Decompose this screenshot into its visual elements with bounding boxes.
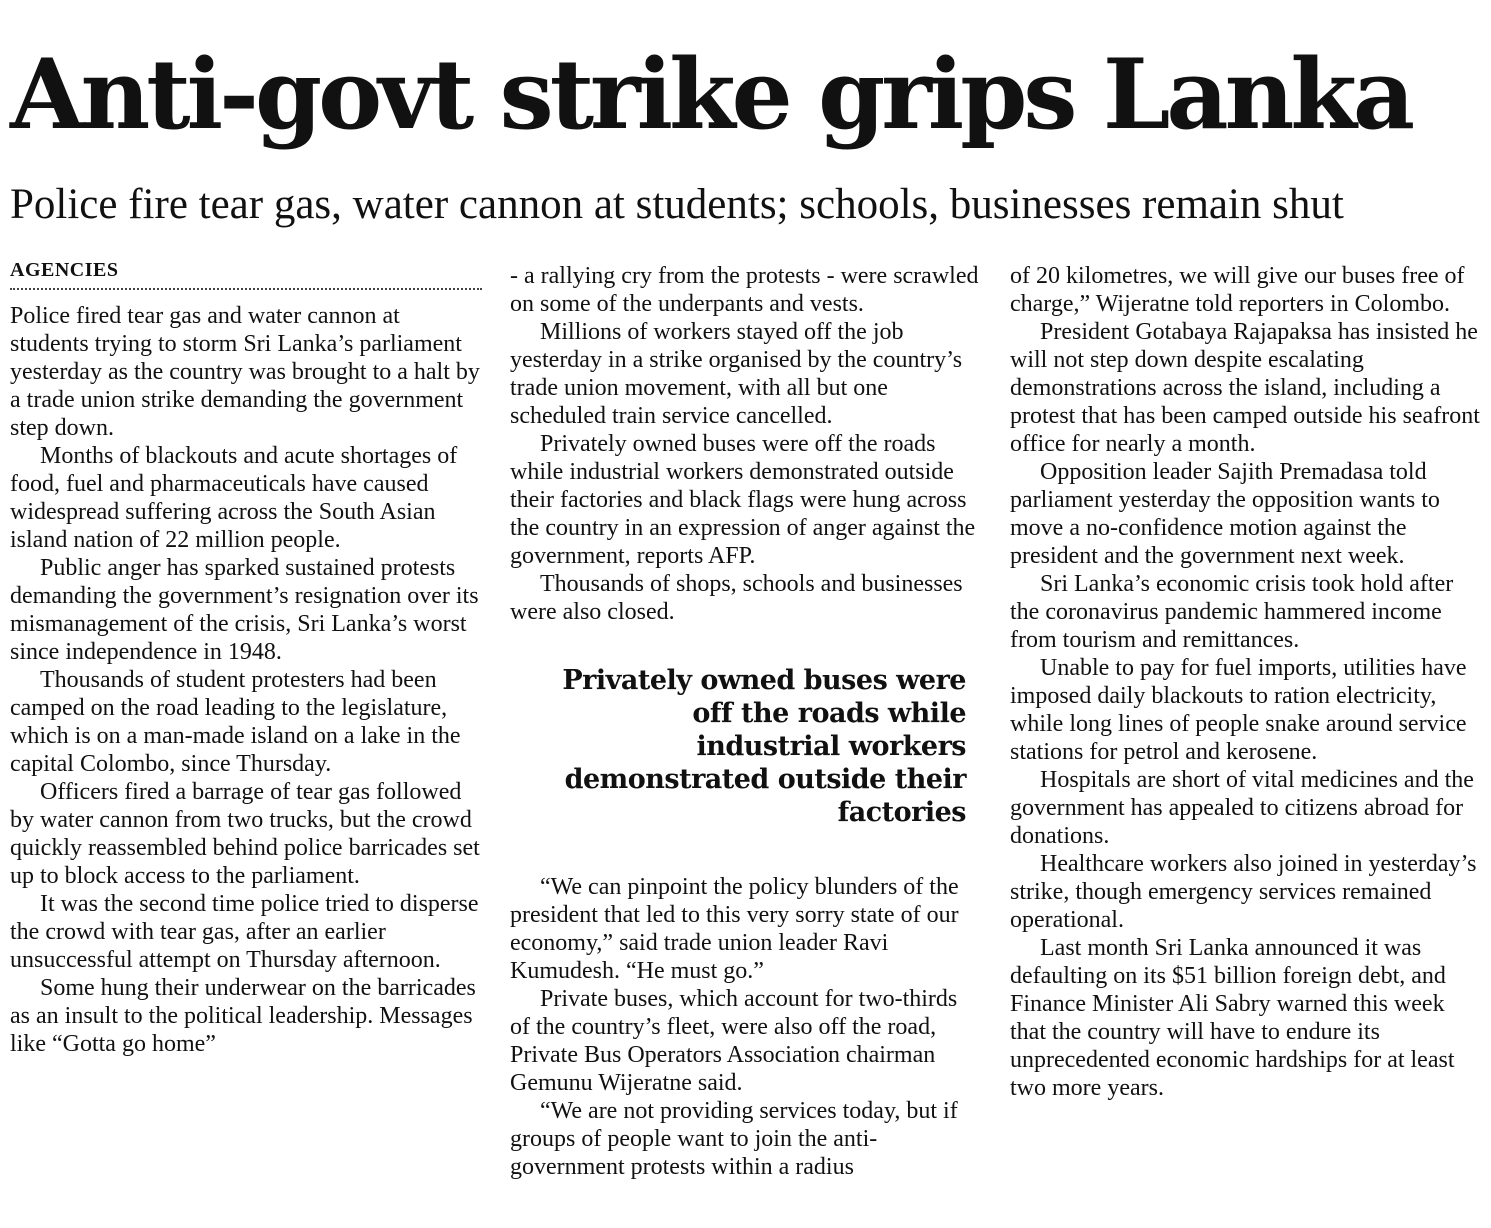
paragraph: “We are not providing services today, but if groups of people want to join the anti-government protests within a radius — [510, 1098, 958, 1180]
paragraph: Unable to pay for fuel imports, utilities have imposed daily blackouts to ration electricity, while long lines of people snake around service stations for petrol and kerosene. — [1010, 655, 1467, 765]
article-column-1 — [10, 260, 482, 1220]
paragraph: Officers fired a barrage of tear gas followed by water cannon from two trucks, but the crowd quickly reassembled behind police barricades set up to block access to the parliament. — [10, 779, 480, 889]
paragraph: Privately owned buses were off the roads while industrial workers demonstrated outside their factories and black flags were hung across the country in an expression of anger against the government, reports AFP. — [510, 431, 976, 569]
paragraph: Some hung their underwear on the barricades as an insult to the political leadership. Messages like “Gotta go home” — [10, 975, 476, 1057]
paragraph: Sri Lanka’s economic crisis took hold after the coronavirus pandemic hammered income from tourism and remittances. — [1010, 571, 1454, 653]
paragraph: Private buses, which account for two-thirds of the country’s fleet, were also off the road, Private Bus Operators Association chairman Gemunu Wijeratne said. — [510, 986, 958, 1096]
paragraph: of 20 kilometres, we will give our buses free of charge,” Wijeratne told reporters in Colombo. — [1010, 263, 1465, 317]
subheadline: Police fire tear gas, water cannon at students; schools, businesses remain shut — [10, 181, 1344, 228]
paragraph: Healthcare workers also joined in yesterday’s strike, though emergency services remained operational. — [1010, 851, 1477, 933]
paragraph: Thousands of student protesters had been camped on the road leading to the legislature, which is on a man-made island on a lake in the capital Colombo, since Thursday. — [10, 667, 461, 777]
paragraph: “We can pinpoint the policy blunders of the president that led to this very sorry state of our economy,” said trade union leader Ravi Kumudesh. “He must go.” — [510, 874, 959, 984]
paragraph: Thousands of shops, schools and businesses were also closed. — [510, 571, 963, 625]
paragraph: President Gotabaya Rajapaksa has insisted he will not step down despite escalating demonstrations across the island, including a protest that has been camped outside his seafront office for nearly a month. — [1010, 319, 1480, 457]
article-column-2 — [510, 262, 982, 1222]
paragraph: It was the second time police tried to disperse the crowd with tear gas, after an earlier unsuccessful attempt on Thursday afternoon. — [10, 891, 479, 973]
paragraph: Millions of workers stayed off the job yesterday in a strike organised by the country’s trade union movement, with all but one scheduled train service cancelled. — [510, 319, 963, 429]
paragraph: Public anger has sparked sustained protests demanding the government’s resignation over its mismanagement of the crisis, Sri Lanka’s worst since independence in 1948. — [10, 555, 479, 665]
pull-quote: Privately owned buses were off the roads while industrial workers demonstrated outside their factories — [562, 665, 966, 828]
paragraph: Hospitals are short of vital medicines and the government has appealed to citizens abroad for donations. — [1010, 767, 1474, 849]
paragraph: Months of blackouts and acute shortages of food, fuel and pharmaceuticals have caused widespread suffering across the South Asian island nation of 22 million people. — [10, 443, 458, 553]
headline: Anti-govt strike grips Lanka — [10, 38, 1412, 151]
paragraph: Opposition leader Sajith Premadasa told parliament yesterday the opposition wants to move a no-confidence motion against the president and the government next week. — [1010, 459, 1440, 569]
paragraph: Last month Sri Lanka announced it was defaulting on its $51 billion foreign debt, and Finance Minister Ali Sabry warned this week that the country will have to endure its unprecedented economic hardships for at least two more years. — [1010, 935, 1455, 1101]
article-column-3 — [1010, 262, 1482, 1222]
paragraph: Police fired tear gas and water cannon at students trying to storm Sri Lanka’s parliament yesterday as the country was brought to a halt by a trade union strike demanding the government step down. — [10, 303, 480, 441]
paragraph: - a rallying cry from the protests - were scrawled on some of the underpants and vests. — [510, 263, 979, 317]
byline: AGENCIES — [10, 260, 482, 290]
